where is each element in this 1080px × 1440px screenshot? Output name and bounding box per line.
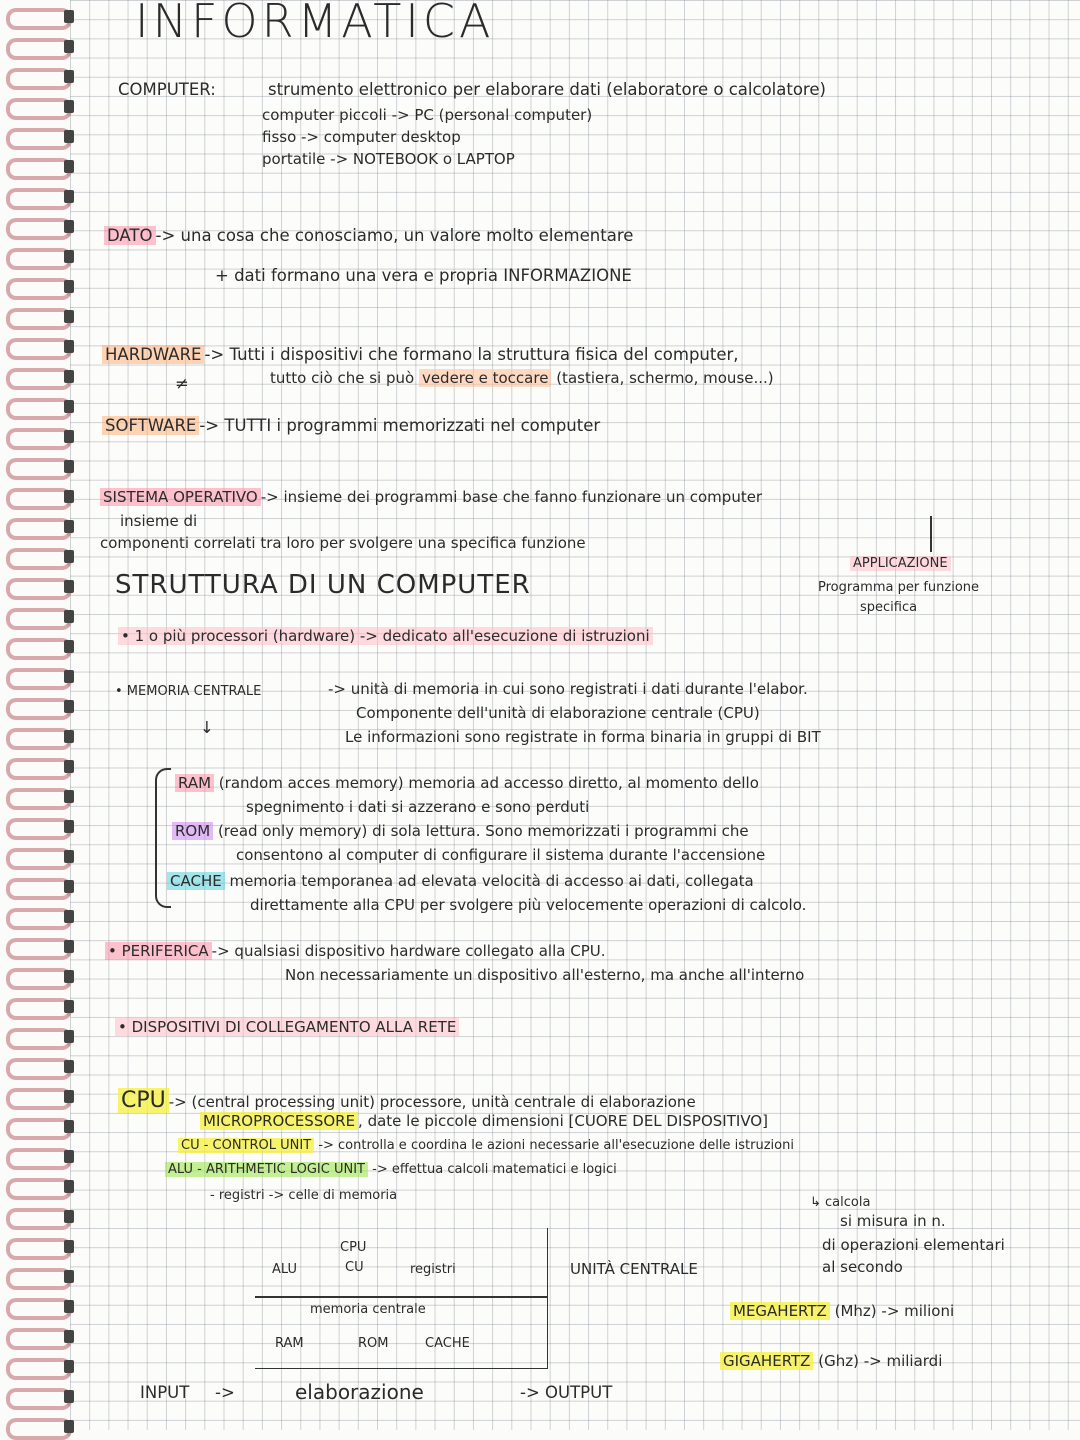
calcola-line-4: al secondo [822, 1258, 903, 1276]
struttura-heading: STRUTTURA DI UN COMPUTER [115, 570, 531, 600]
sistema-label: SISTEMA OPERATIVO [100, 488, 261, 506]
diagram-cpu: CPU [340, 1240, 367, 1255]
hardware-label: HARDWARE [102, 345, 204, 364]
ram-line-2: spegnimento i dati si azzerano e sono perduti [246, 798, 590, 816]
gigahertz-definition: (Ghz) -> miliardi [813, 1352, 943, 1370]
spiral-ring [6, 638, 68, 658]
spiral-ring [6, 938, 68, 958]
periferica-line-2: Non necessariamente un dispositivo all'esterno, ma anche all'interno [285, 966, 805, 984]
computer-label: COMPUTER: [118, 80, 216, 99]
cu-label: CU - CONTROL UNIT [178, 1138, 314, 1153]
megahertz-definition: (Mhz) -> milioni [829, 1302, 955, 1320]
applicazione-line-1: Programma per funzione [818, 580, 980, 595]
cache-label: CACHE [167, 872, 225, 890]
software-definition: -> TUTTI i programmi memorizzati nel computer [199, 416, 601, 435]
memoria-line-1: -> unità di memoria in cui sono registrati i dati durante l'elabor. [328, 680, 808, 698]
spiral-ring [6, 188, 68, 208]
spiral-ring [6, 1268, 68, 1288]
diagram-input-arrow: -> [215, 1383, 235, 1402]
ram-label: RAM [175, 774, 214, 792]
spiral-binding [0, 0, 80, 1430]
cu-definition: -> controlla e coordina le azioni necessarie all'esecuzione delle istruzioni [314, 1138, 794, 1153]
registri-line: - registri -> celle di memoria [210, 1188, 398, 1203]
spiral-ring [6, 1388, 68, 1408]
dato-definition: -> una cosa che conosciamo, un valore molto elementare [155, 226, 634, 245]
periferica-line-1: -> qualsiasi dispositivo hardware collegato alla CPU. [211, 942, 606, 960]
not-equal-sign: ≠ [175, 374, 189, 393]
spiral-ring [6, 668, 68, 688]
diagram-cache: CACHE [425, 1336, 470, 1351]
hardware-definition: -> Tutti i dispositivi che formano la struttura fisica del computer, [204, 345, 739, 364]
spiral-ring [6, 1238, 68, 1258]
computer-line-3: portatile -> NOTEBOOK o LAPTOP [262, 150, 515, 168]
diagram-ram: RAM [275, 1336, 304, 1351]
applicazione-label: APPLICAZIONE [850, 556, 951, 571]
memoria-centrale-label: • MEMORIA CENTRALE [115, 684, 262, 699]
spiral-ring [6, 1028, 68, 1048]
periferica-label: • PERIFERICA [105, 942, 212, 960]
spiral-ring [6, 578, 68, 598]
app-connector [930, 516, 932, 552]
spiral-ring [6, 818, 68, 838]
dato-line-2: + dati formano una vera e propria INFORMAZIONE [215, 266, 632, 285]
diagram-divider [255, 1296, 547, 1298]
diagram-memoria-centrale: memoria centrale [310, 1302, 426, 1317]
spiral-ring [6, 788, 68, 808]
spiral-ring [6, 338, 68, 358]
hardware-highlight: vedere e toccare [419, 369, 552, 387]
spiral-ring [6, 428, 68, 448]
hardware-line-2a: tutto ciò che si può [270, 369, 419, 387]
computer-definition: strumento elettronico per elaborare dati (elaboratore o calcolatore) [268, 80, 826, 99]
hardware-line-2c: (tastiera, schermo, mouse...) [551, 369, 774, 387]
cpu-label: CPU [118, 1088, 169, 1113]
cpu-line-1: -> (central processing unit) processore, unità centrale di elaborazione [168, 1093, 696, 1111]
cache-line-2: direttamente alla CPU per svolgere più velocemente operazioni di calcolo. [250, 896, 807, 914]
spiral-ring [6, 728, 68, 748]
spiral-ring [6, 1088, 68, 1108]
spiral-ring [6, 548, 68, 568]
diagram-alu: ALU [272, 1262, 298, 1277]
spiral-ring [6, 8, 68, 28]
spiral-ring [6, 308, 68, 328]
spiral-ring [6, 968, 68, 988]
diagram-unita-centrale: UNITÀ CENTRALE [570, 1260, 698, 1278]
diagram-output: -> OUTPUT [520, 1383, 613, 1402]
rom-label: ROM [172, 822, 213, 840]
spiral-ring [6, 68, 68, 88]
ram-line-1: (random acces memory) memoria ad accesso diretto, al momento dello [214, 774, 759, 792]
memoria-line-2: Componente dell'unità di elaborazione centrale (CPU) [356, 704, 760, 722]
alu-definition: -> effettua calcoli matematici e logici [368, 1162, 617, 1177]
spiral-ring [6, 458, 68, 478]
calcola-line-2: si misura in n. [840, 1212, 946, 1230]
diagram-cu: CU [345, 1260, 364, 1275]
spiral-ring [6, 878, 68, 898]
spiral-ring [6, 368, 68, 388]
sistema-line-2: insieme di [120, 512, 198, 530]
cpu-line-2: , date le piccole dimensioni [CUORE DEL DISPOSITIVO] [358, 1112, 768, 1130]
spiral-ring [6, 98, 68, 118]
megahertz-label: MEGAHERTZ [730, 1302, 830, 1320]
spiral-ring [6, 1178, 68, 1198]
spiral-ring [6, 278, 68, 298]
spiral-ring [6, 1328, 68, 1348]
spiral-ring [6, 848, 68, 868]
spiral-ring [6, 398, 68, 418]
spiral-ring [6, 1208, 68, 1228]
spiral-ring [6, 1118, 68, 1138]
sistema-definition: -> insieme dei programmi base che fanno funzionare un computer [260, 488, 763, 506]
computer-line-1: computer piccoli -> PC (personal computer) [262, 106, 593, 124]
microprocessore-label: MICROPROCESSORE [200, 1112, 358, 1130]
cache-line-1: memoria temporanea ad elevata velocità di accesso ai dati, collegata [224, 872, 754, 890]
spiral-ring [6, 758, 68, 778]
memoria-arrow: ↓ [200, 718, 214, 737]
spiral-ring [6, 248, 68, 268]
rom-line-1: (read only memory) di sola lettura. Sono memorizzati i programmi che [213, 822, 749, 840]
computer-line-2: fisso -> computer desktop [262, 128, 461, 146]
spiral-ring [6, 1418, 68, 1438]
spiral-ring [6, 698, 68, 718]
spiral-ring [6, 1148, 68, 1168]
spiral-ring [6, 1358, 68, 1378]
spiral-ring [6, 38, 68, 58]
memoria-line-3: Le informazioni sono registrate in forma binaria in gruppi di BIT [345, 728, 821, 746]
calcola-line-3: di operazioni elementari [822, 1236, 1005, 1254]
spiral-ring [6, 218, 68, 238]
gigahertz-label: GIGAHERTZ [720, 1352, 813, 1370]
diagram-input: INPUT [140, 1383, 190, 1402]
dispositivi-rete-label: • DISPOSITIVI DI COLLEGAMENTO ALLA RETE [115, 1018, 459, 1036]
rom-line-2: consentono al computer di configurare il sistema durante l'accensione [236, 846, 766, 864]
spiral-ring [6, 1058, 68, 1078]
page-title: INFORMATICA [135, 0, 495, 48]
dato-label: DATO [104, 226, 156, 245]
calcola-line-1: ↳ calcola [810, 1195, 871, 1210]
spiral-ring [6, 998, 68, 1018]
spiral-ring [6, 128, 68, 148]
processori-bullet: • 1 o più processori (hardware) -> dedicato all'esecuzione di istruzioni [118, 627, 653, 645]
spiral-ring [6, 158, 68, 178]
software-label: SOFTWARE [102, 416, 199, 435]
spiral-ring [6, 518, 68, 538]
sistema-line-3: componenti correlati tra loro per svolgere una specifica funzione [100, 534, 586, 552]
diagram-rom: ROM [358, 1336, 389, 1351]
applicazione-line-2: specifica [860, 600, 918, 615]
spiral-ring [6, 488, 68, 508]
spiral-ring [6, 1298, 68, 1318]
spiral-ring [6, 608, 68, 628]
diagram-elaborazione: elaborazione [295, 1380, 424, 1404]
alu-label: ALU - ARITHMETIC LOGIC UNIT [165, 1162, 368, 1177]
diagram-registri: registri [410, 1262, 456, 1277]
spiral-ring [6, 908, 68, 928]
